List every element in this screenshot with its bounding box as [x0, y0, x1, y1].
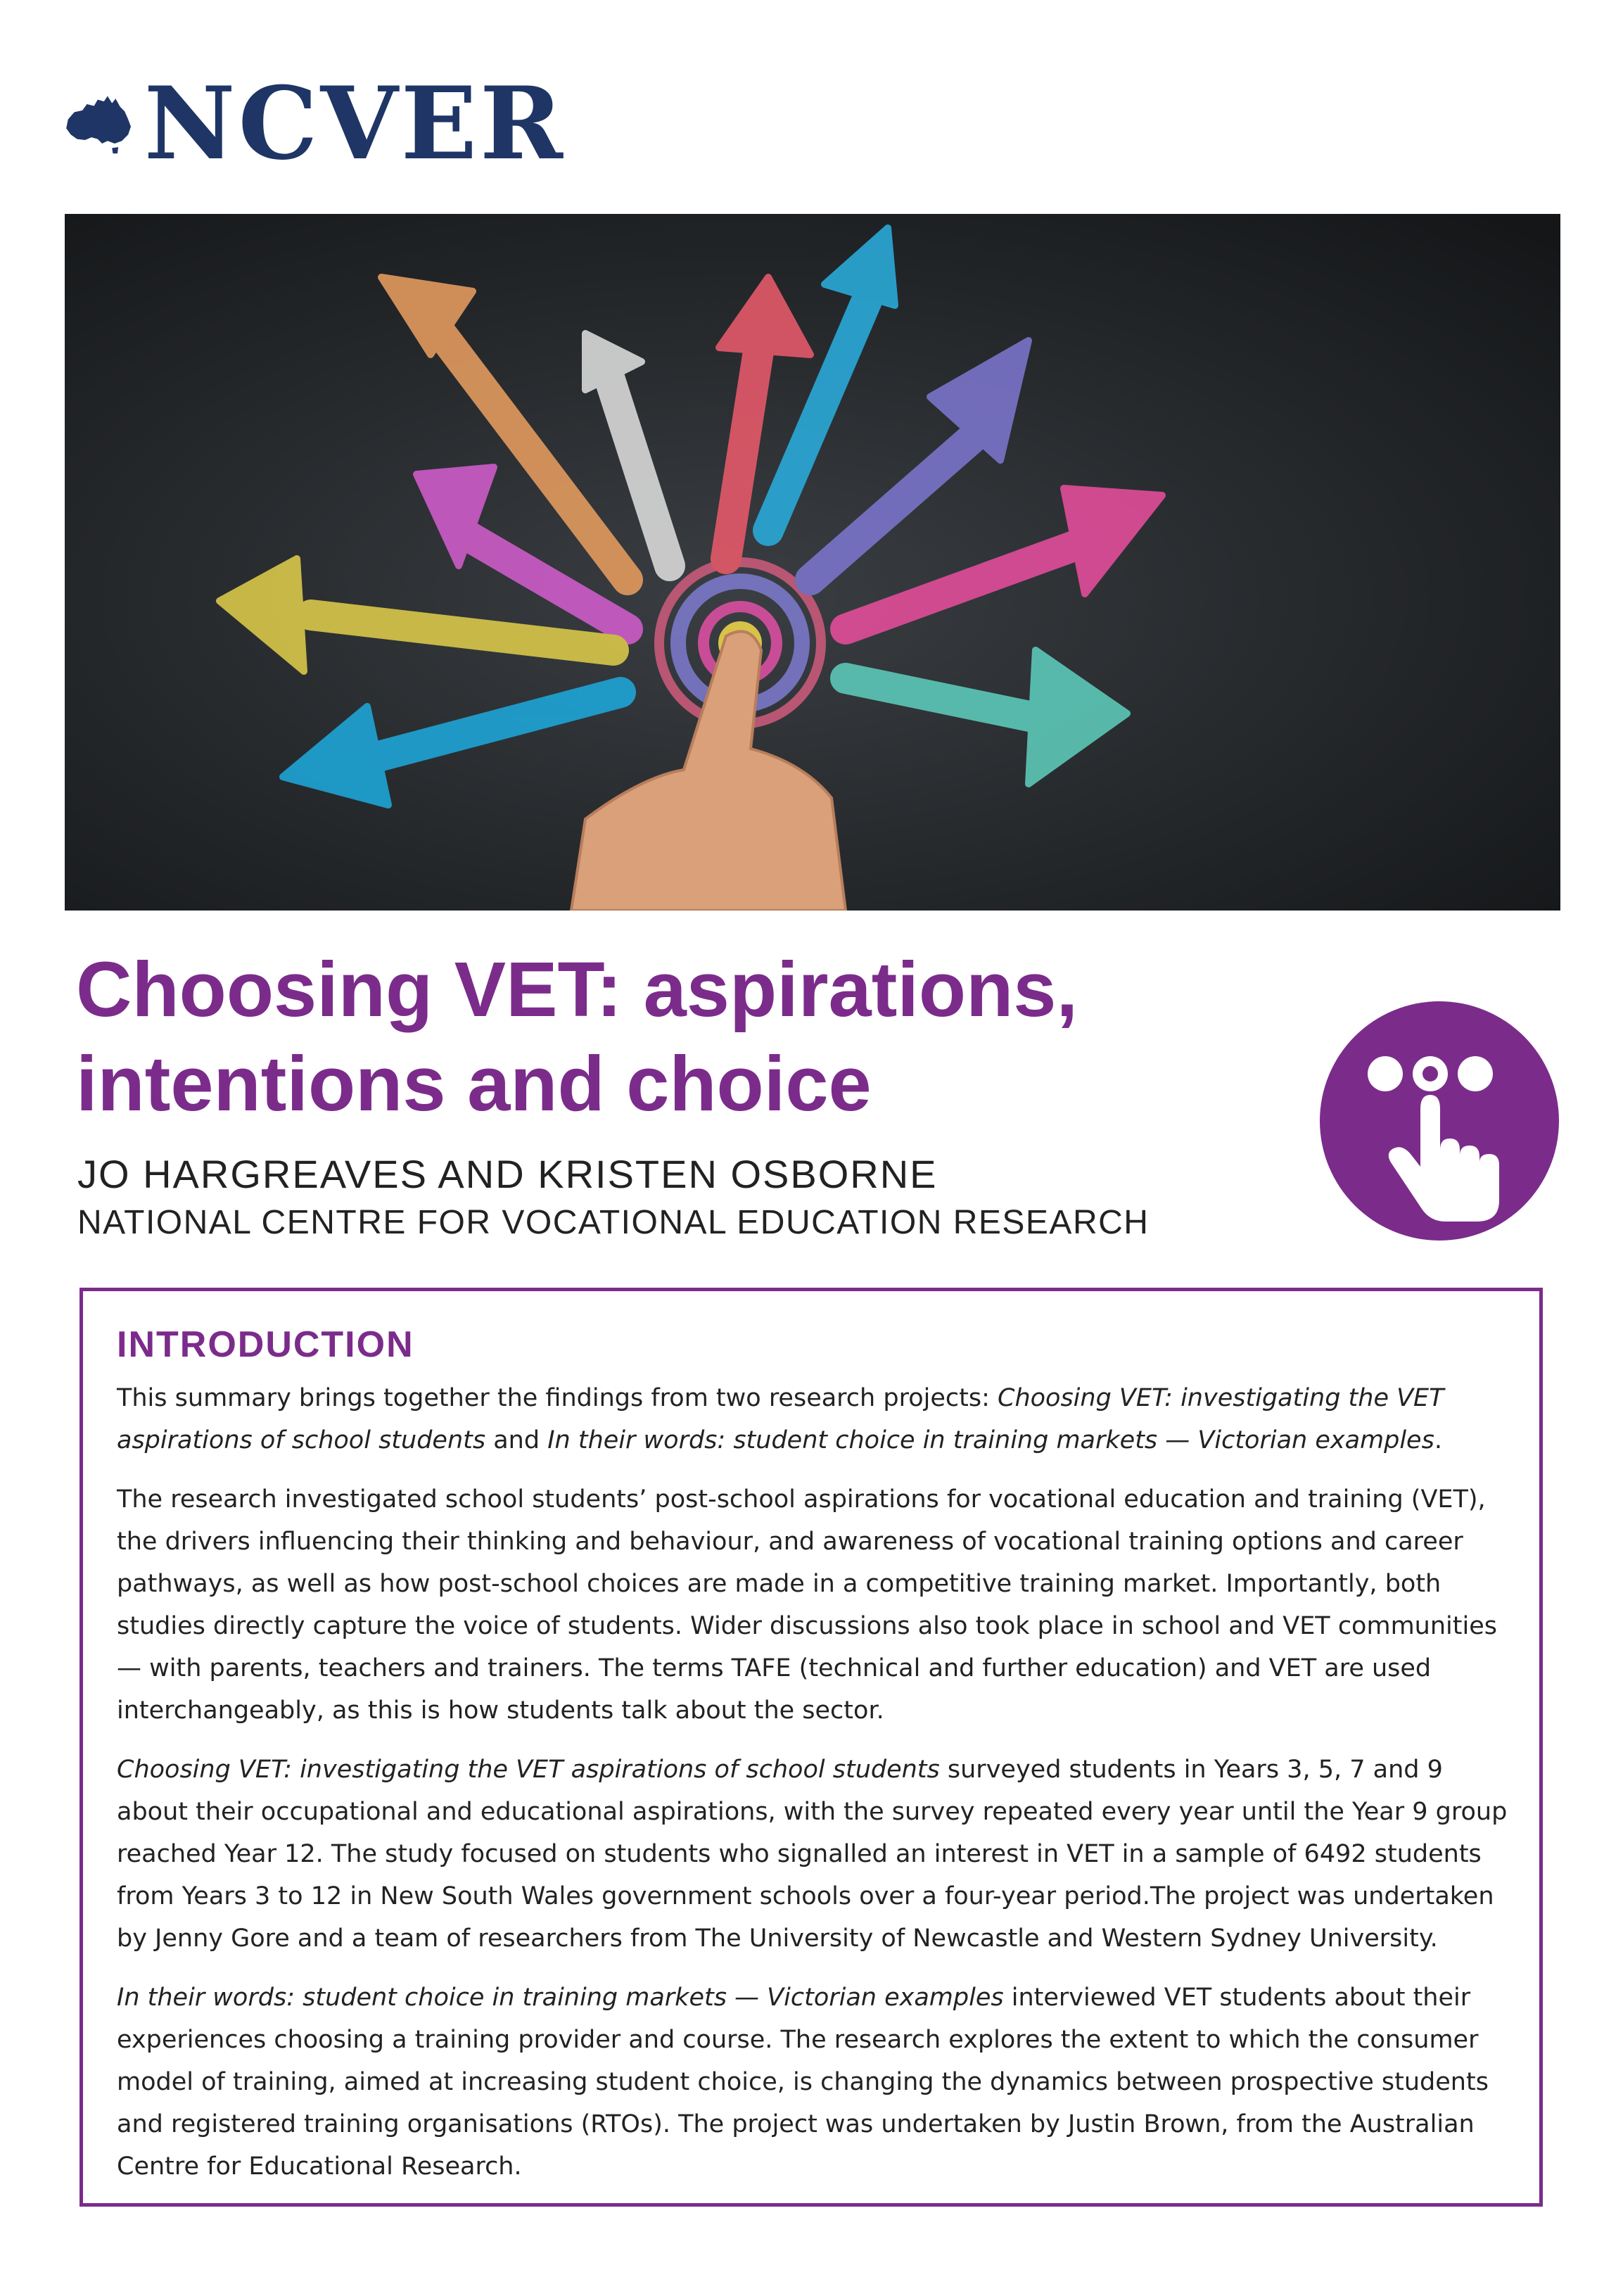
report-title-2: In their words: student choice in training markets — Victorian examples	[117, 1984, 1004, 2012]
hero-image	[65, 214, 1560, 911]
intro-paragraph-3	[117, 1749, 1511, 1960]
ncver-logo	[59, 65, 566, 182]
australia-map-icon	[59, 68, 140, 180]
intro-paragraph-4	[117, 1977, 1511, 2188]
title-line-2: intentions and choice	[76, 1041, 872, 1127]
report-title-2: In their words: student choice in training markets — Victorian examples	[547, 1426, 1434, 1454]
authors: JO HARGREAVES AND KRISTEN OSBORNE	[77, 1152, 938, 1196]
title-line-1: Choosing VET: aspirations,	[76, 946, 1078, 1033]
text: surveyed students in Years 3, 5, 7 and 9 about their occupational and educational aspirations, with the survey repeated every year until the Year 9 group reached Year 12. The study focused on students who signalled an interest in VET in a sample of 6492 students from Years 3 to 12 in New South Wales government schools over a four-year period.The project was undertaken by Jenny Gore and a team of researchers from The University of Newcastle and Western Sydney University.	[117, 1756, 1508, 1953]
introduction-heading: INTRODUCTION	[117, 1324, 414, 1365]
page-title	[76, 943, 1258, 1131]
brand-name: NCVER	[144, 65, 566, 182]
intro-paragraph-1	[117, 1377, 1511, 1461]
intro-paragraph-2: The research investigated school students’ post-school aspirations for vocational education and training (VET), the drivers influencing their thinking and behaviour, and awareness of vocational training options and career pathways, as well as how post-school choices are made in a competitive training market. Importantly, both studies directly capture the voice of students. Wider discussions also took place in school and VET communities — with parents, teachers and trainers. The terms TAFE (technical and further education) and VET are used interchangeably, as this is how students talk about the sector.	[117, 1485, 1497, 1725]
report-title-1: Choosing VET: investigating the VET aspirations of school students	[117, 1384, 1444, 1454]
report-title-1: Choosing VET: investigating the VET aspirations of school students	[117, 1756, 940, 1784]
text: interviewed VET students about their experiences choosing a training provider and course. The research explores the extent to which the consumer model of training, aimed at increasing student choice, is changing the dynamics between prospective students and registered training organisations (RTOs). The project was undertaken by Justin Brown, from the Australian Centre for Educational Research.	[117, 1984, 1489, 2181]
chalk-arrows-image	[65, 214, 1560, 911]
organisation: NATIONAL CENTRE FOR VOCATIONAL EDUCATION RESEARCH	[77, 1204, 1150, 1241]
introduction-box	[79, 1288, 1543, 2207]
text: .	[1434, 1426, 1442, 1454]
pointing-hand-icon	[1318, 999, 1561, 1243]
text: This summary brings together the findings from two research projects:	[117, 1384, 998, 1412]
text: and	[485, 1426, 548, 1454]
